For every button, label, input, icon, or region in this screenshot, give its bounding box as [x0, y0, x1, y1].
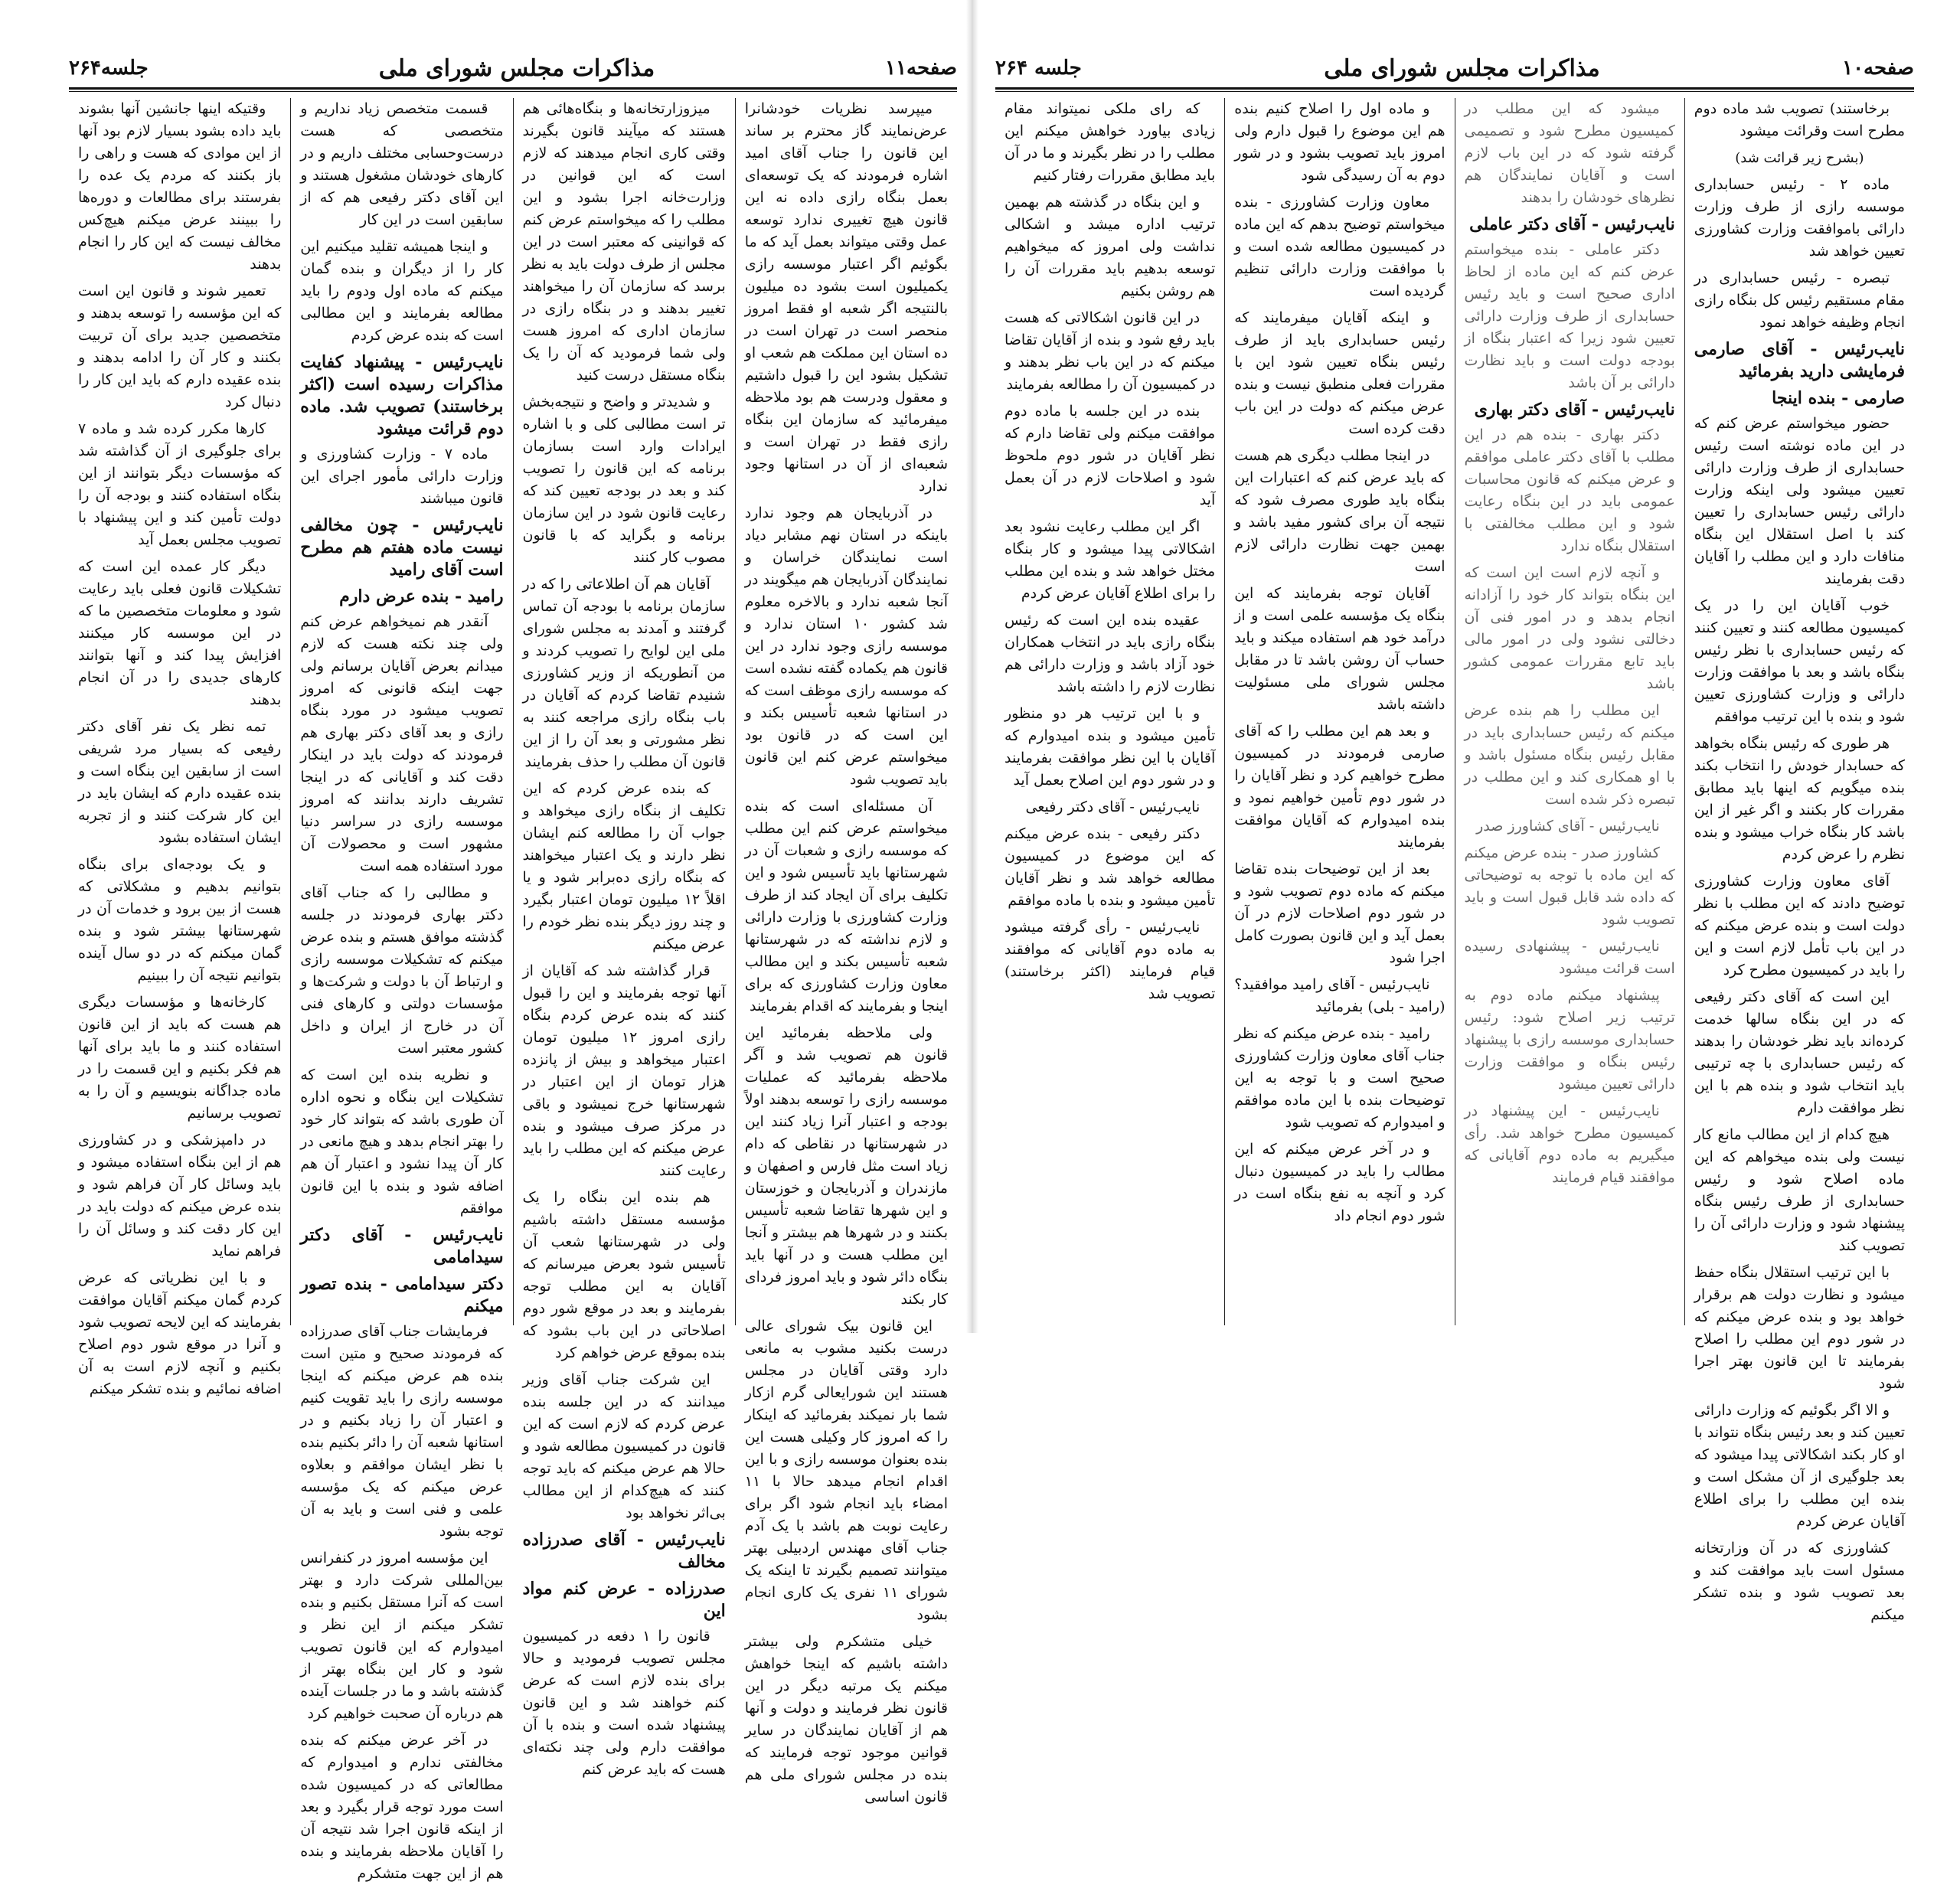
text-column [291, 98, 513, 1882]
paragraph: میزوزارتخانه‌ها و بنگاه‌هائی هم هستند که میآیند قانون بگیرند وقتی کاری انجام میدهند که لازم است که این قوانین در وزارت‌خانه اجرا بشود و این مطلب را که میخواستم عرض کنم که قوانینی که معتبر است در این مجلس از طرف دولت باید به نظر برسد که سازمان آن را میخواهند تغییر بدهند و در بنگاه رازی در سازمان اداری که امروز هست ولی شما فرمودید که آن را یک بنگاه مستقل درست کنید [522, 100, 726, 384]
paragraph: نایب‌رئیس - آقای کشاورز صدر [1476, 818, 1660, 835]
paragraph: در دامپزشکی و در کشاورزی هم از این بنگاه استفاده میشود و باید وسائل کار آن فراهم شود و بنده عرض میکنم که دولت باید در این کار دقت کند و وسائل آن را فراهم نماید [78, 1132, 282, 1259]
paragraph: و با این نظریاتی که عرض کردم گمان میکنم آقایان موافقت بفرمایند که این لایحه تصویب شود و آنرا در موقع شور دوم اصلاح بکنیم و آنچه لازم است به آن اضافه نمائیم و بنده تشکر میکنم [78, 1269, 282, 1397]
header-rule [69, 87, 957, 90]
running-title: مذاکرات مجلس شورای ملی [1324, 54, 1600, 82]
paragraph: آقای معاون وزارت کشاورزی توضیح دادند که این مطلب با نظر دولت است و بنده عرض میکنم که در این باب تأمل لازم است و این را باید در کمیسیون مطرح کرد [1694, 873, 1905, 978]
paragraph: فرمایشات جناب آقای صدرزاده که فرمودند صحیح و متین است بنده هم عرض میکنم که اینجا موسسه رازی را باید تقویت کنیم و اعتبار آن را زیاد بکنیم و در استانها شعبه آن را دائر بکنیم بنده با نظر ایشان موافقم و بعلاوه عرض میکنم که یک مؤسسه علمی و فنی است و باید به آن توجه بشود [300, 1323, 504, 1540]
paragraph: هیچ کدام از این مطالب مانع کار نیست ولی بنده میخواهم که این ماده اصلاح شود و رئیس حسابداری از طرف رئیس بنگاه پیشنهاد شود و وزارت دارائی آن را تصویب کند [1694, 1126, 1905, 1254]
header-rule [69, 91, 957, 92]
paragraph: وقتیکه اینها جانشین آنها بشوند باید داده بشود بسیار لازم بود آنها از این موادی که هست و راهی را باز بکنند که مردم یک عده را بفرستند برای مطالعات و دوره‌ها را ببینند عرض میکنم هیچ‌کس مخالف نیست که این کار را انجام بدهند [78, 100, 282, 273]
paragraph: معاون وزارت کشاورزی - بنده میخواستم توضیح بدهم که این ماده در کمیسیون مطالعه شده است و با موافقت وزارت دارائی تنظیم گردیده است [1234, 194, 1446, 299]
right-page-columns [995, 98, 1914, 1623]
speaker-heading: رامید - بنده عرض دارم [339, 586, 504, 606]
left-page-columns [69, 98, 957, 1882]
text-column [736, 98, 957, 1805]
paragraph: این مطلب را هم بنده عرض میکنم که رئیس حسابداری باید در مقابل رئیس بنگاه مسئول باشد و با او همکاری کند و این مطلب در تبصره ذکر شده است [1464, 702, 1675, 808]
text-column [514, 98, 736, 1778]
paragraph: پیشنهاد میکنم ماده دوم به ترتیب زیر اصلاح شود: رئیس حسابداری موسسه رازی با پیشنهاد رئیس بنگاه و موافقت وزارت دارائی تعیین میشود [1464, 987, 1675, 1093]
paragraph: و الا اگر بگوئیم که وزارت دارائی تعیین کند و بعد رئیس بنگاه نتواند با او کار بکند اشکالاتی پیدا میشود که بعد جلوگیری از آن مشکل است و بنده این مطلب را برای اطلاع آقایان عرض کردم [1694, 1402, 1905, 1530]
paragraph: نایب‌رئیس - آقای دکتر رفیعی [1025, 799, 1200, 815]
paragraph: که بنده عرض کردم که این تکلیف از بنگاه رازی میخواهد و جواب آن را مطالعه کنم ایشان نظر دارند و یک اعتبار میخواهند که بنگاه رازی ده‌برابر شود و یا اقلاً ۱۲ میلیون تومان اعتبار بگیرد و چند روز دیگر بنده نظر خودم را عرض میکنم [522, 780, 726, 952]
paragraph: و این بنگاه در گذشته هم بهمین ترتیب اداره میشد و اشکالی نداشت ولی امروز که میخواهیم توسعه بدهیم باید مقررات آن را هم روشن بکنیم [1004, 194, 1216, 299]
paragraph: و آنچه لازم است این است که این بنگاه بتواند کار خود را آزادانه انجام بدهد و در امور فنی آن دخالتی نشود ولی در امور مالی باید تابع مقررات عمومی کشور باشد [1464, 564, 1675, 692]
paragraph: و در آخر عرض میکنم که این مطالب را باید در کمیسیون دنبال کرد و آنچه به نفع بنگاه است در شور دوم انجام داد [1234, 1141, 1446, 1224]
paragraph: در این قانون اشکالاتی که هست باید رفع شود و بنده از آقایان تقاضا میکنم که در این باب نظر بدهند و در کمیسیون آن را مطالعه بفرمایند [1004, 309, 1216, 393]
speaker-heading: نایب‌رئیس - آقای دکتر سیدامامی [300, 1225, 504, 1267]
paragraph: تمه نظر یک نفر آقای دکتر رفیعی که بسیار مرد شریفی است از سابقین این بنگاه است و بنده عقیده دارم که ایشان باید در این کار شرکت کنند و از تجربه ایشان استفاده بشود [78, 718, 282, 846]
paragraph: و نظریه بنده این است که تشکیلات این بنگاه و نحوه اداره آن طوری باشد که بتواند کار خود را بهتر انجام بدهد و هیچ مانعی در کار آن پیدا نشود و اعتبار آن هم اضافه شود و بنده با این قانون موافقم [300, 1067, 504, 1217]
paragraph: آقایان هم آن اطلاعاتی را که در سازمان برنامه با بودجه آن تماس گرفتند و آمدند به مجلس شورای ملی این لوایح را تصویب کردند و من آنطوریکه از وزیر کشاورزی شنیدم تقاضا کردم که آقایان در باب بنگاه رازی مراجعه کنند به نظر مشورتی و بعد آن را از این قانون آن مطلب را حذف بفرمایند [522, 576, 726, 770]
text-column [995, 98, 1225, 1325]
paragraph: برخاستند) تصویب شد ماده دوم مطرح است وقرائت میشود [1694, 100, 1905, 139]
paragraph: هم بنده این بنگاه را یک مؤسسه مستقل داشته باشیم ولی در شهرستانها شعب آن تأسیس شود بعرض میرسانم که آقایان به این مطلب توجه بفرمایند و بعد در موقع شور دوم اصلاحاتی در این باب بشود که بنده بموقع عرض خواهم کرد [522, 1189, 726, 1361]
paragraph: حضور میخواستم عرض کنم که در این ماده نوشته است رئیس حسابداری از طرف وزارت دارائی تعیین میشود ولی اینکه وزارت دارائی رئیس حسابداری را تعیین کند با اصل استقلال این بنگاه منافات دارد و این مطلب را آقایان دقت بفرمایند [1694, 415, 1905, 587]
paragraph: دکتر بهاری - بنده هم در این مطلب با آقای دکتر عاملی موافقم و عرض میکنم که قانون محاسبات عمومی باید در این بنگاه رعایت شود و این مطلب مخالفتی با استقلال بنگاه ندارد [1464, 426, 1675, 554]
speaker-heading: نایب‌رئیس - آقای دکتر بهاری [1474, 400, 1675, 420]
speaker-heading: نایب‌رئیس - آقای صدرزاده مخالف [522, 1530, 726, 1572]
paragraph: این شرکت جناب آقای وزیر میدانند که در این جلسه بنده عرض کردم که لازم است که این قانون در کمیسیون مطالعه شود و حالا هم عرض میکنم که باید توجه کنند که هیچ‌کدام از این مطالب بی‌اثر نخواهد بود [522, 1371, 726, 1521]
paragraph: آن مسئله‌ای است که بنده میخواستم عرض کنم این مطلب که موسسه رازی و شعبات آن در شهرستانها باید تأسیس شود و این تکلیف برای آن ایجاد کند از طرف وزارت کشاورزی با وزارت دارائی و لازم نداشته که در شهرستانها شعبه تأسیس بکند و این مطالب معاون وزارت کشاورزی که برای اینجا و بفرمایند که اقدام بفرمایند [744, 798, 948, 1014]
paragraph: و ماده اول را اصلاح کنیم بنده هم این موضوع را قبول دارم ولی امروز باید تصویب بشود و در شور دوم به آن رسیدگی شود [1234, 100, 1446, 184]
page-number: صفحه۱۱ [885, 57, 957, 80]
paragraph: ولی ملاحظه بفرمائید این قانون هم تصویب شد و آگر ملاحظه بفرمائید که عملیات موسسه رازی را توسعه بدهند اولاً بودجه و اعتبار آنرا زیاد کنند این در شهرستانها در نقاطی که دام زیاد است مثل فارس و اصفهان و مازندران و آذربایجان و خوزستان و این شهرها تقاضا شعبه تأسیس بکنند و در شهرها هم بیشتر و آنجا این مطلب هست و در آنها باید بنگاه دائر شود و باید امروز فردای کار بکند [744, 1024, 948, 1308]
paragraph: اگر این مطلب رعایت نشود بعد اشکالاتی پیدا میشود و کار بنگاه مختل خواهد شد و بنده این مطلب را برای اطلاع آقایان عرض کردم [1004, 518, 1216, 602]
paragraph: ماده ۲ - رئیس حسابداری موسسه رازی از طرف وزارت دارائی باموافقت وزارت کشاورزی تعیین خواهد شد [1694, 176, 1905, 260]
text-column [69, 98, 291, 1397]
paragraph: نایب‌رئیس - این پیشنهاد در کمیسیون مطرح خواهد شد. رأی میگیریم به ماده دوم آقایانی که موافقند قیام فرمایند [1464, 1103, 1675, 1186]
paragraph: و با این ترتیب هر دو منظور تأمین میشود و بنده امیدوارم که آقایان با این نظر موافقت بفرمایند و در شور دوم این اصلاح بعمل آید [1004, 705, 1216, 789]
paragraph: خیلی متشکرم ولی بیشتر داشته باشیم که اینجا خواهش میکنم یک مرتبه دیگر در این قانون نظر فرمایند و دولت و آنها هم از آقایان نمایندگان در سایر قوانین موجود توجه فرمایند که بنده در مجلس شورای ملی هم قانون اساسی [744, 1633, 948, 1805]
paragraph: تعمیر شوند و قانون این است که این مؤسسه را توسعه بدهند و متخصصین جدید برای آن تربیت بکنند و کار آن را ادامه بدهند و بنده عقیده دارم که باید این کار را دنبال کرد [78, 283, 282, 410]
paragraph: دیگر کار عمده این است که تشکیلات قانون فعلی باید رعایت شود و معلومات متخصصین ما که در این موسسه کار میکنند افزایش پیدا کند و آنها بتوانند کارهای جدیدی را در آن انجام بدهند [78, 558, 282, 708]
paragraph: خوب آقایان این را در یک کمیسیون مطالعه کنند و تعیین کنند که رئیس حسابداری با نظر رئیس بنگاه باشد و بعد با موافقت وزارت دارائی و وزارت کشاورزی تعیین شود و بنده با این ترتیب موافقم [1694, 597, 1905, 725]
left-page [0, 0, 972, 1882]
paragraph: ماده ۷ - وزارت کشاورزی و وزارت دارائی مأمور اجرای این قانون میباشند [300, 446, 504, 507]
paragraph: و شدیدتر و واضح و نتیجه‌بخش تر است مطالبی کلی و با اشاره ایرادات وارد است بسازمان برنامه که این قانون را تصویب کند و بعد در بودجه تعیین کند که رعایت قانون شود در این سازمان برنامه و بگراید که با قانون مصوب کار کنند [522, 394, 726, 566]
paragraph: کارها مکرر کرده شد و ماده ۷ برای جلوگیری از آن گذاشته شد که مؤسسات دیگر بتوانند از این بنگاه استفاده کنند و بودجه آن را دولت تأمین کند و این پیشنهاد با تصویب مجلس بعمل آید [78, 420, 282, 548]
paragraph: و اینجا همیشه تقلید میکنیم این کار را از دیگران و بنده گمان میکنم که ماده اول ودوم را باید مطالعه بفرمایند و این مطالبی است که بنده عرض کردم [300, 238, 504, 344]
paragraph: و اینکه آقایان میفرمایند که رئیس حسابداری باید از طرف رئیس بنگاه تعیین شود این با مقررات فعلی منطبق نیست و بنده عرض میکنم که دولت در این باب دقت کرده است [1234, 309, 1446, 437]
session-number: جلسه۲۶۴ [69, 57, 149, 80]
paragraph: عقیده بنده این است که رئیس بنگاه رازی باید در انتخاب همکاران خود آزاد باشد و وزارت دارائی هم نظارت لازم را داشته باشد [1004, 612, 1216, 695]
paragraph: (بشرح زیر قرائت شد) [1735, 150, 1864, 166]
paragraph: کشاورزی که در آن وزارتخانه مسئول است باید موافقت کند و بعد تصویب شود و بنده تشکر میکنم [1694, 1540, 1905, 1623]
paragraph: نایب‌رئیس - رأی گرفته میشود به ماده دوم آقایانی که موافقند قیام فرمایند (اکثر برخاستند) تصویب شد [1004, 919, 1216, 1002]
paragraph: این است که آقای دکتر رفیعی که در این بنگاه سالها خدمت کرده‌اند باید نظر خودشان را بدهند که رئیس حسابداری با چه ترتیبی باید انتخاب شود و بنده هم با این نظر موافقت دارم [1694, 988, 1905, 1116]
text-column [1225, 98, 1455, 1325]
speaker-heading: دکتر سیدامامی - بنده تصور میکنم [300, 1274, 504, 1316]
paragraph: در اینجا مطلب دیگری هم هست که باید عرض کنم که اعتبارات این بنگاه باید طوری مصرف شود که نتیجه آن برای کشور مفید باشد و بهمین جهت نظارت دارائی لازم است [1234, 447, 1446, 575]
header-rule [995, 87, 1914, 90]
paragraph: در آخر عرض میکنم که بنده مخالفتی ندارم و امیدوارم که مطالعاتی که در کمیسیون شده است مورد توجه قرار بگیرد و بعد از اینکه قانون اجرا شد نتیجه آن را آقایان ملاحظه بفرمایند و بنده هم از این جهت متشکرم [300, 1732, 504, 1882]
paragraph: میشود که این مطلب در کمیسیون مطرح شود و تصمیمی گرفته شود که در این باب لازم است و آقایان نمایندگان هم نظرهای خودشان را بدهند [1464, 100, 1675, 206]
right-page [972, 0, 1960, 1623]
paragraph: دکتر رفیعی - بنده عرض میکنم که این موضوع در کمیسیون مطالعه خواهد شد و نظر آقایان تأمین میشود و بنده با ماده موافقم [1004, 825, 1216, 909]
paragraph: بنده در این جلسه با ماده دوم موافقت میکنم ولی تقاضا دارم که نظر آقایان در شور دوم ملحوظ شود و اصلاحات لازم در آن بعمل آید [1004, 403, 1216, 508]
paragraph: آنقدر هم نمیخواهم عرض کنم ولی چند نکته هست که لازم میدانم بعرض آقایان برسانم ولی جهت اینکه قانونی که امروز تصویب میشود در مورد بنگاه رازی و بعد آقای دکتر بهاری هم فرمودند که دولت باید در اینکار دقت کند و آقایانی که در اینجا تشریف دارند بدانند که امروز موسسه رازی در سراسر دنیا مشهور است و محصولات آن مورد استفاده همه است [300, 613, 504, 874]
session-number: جلسه ۲۶۴ [995, 57, 1082, 80]
text-column [1455, 98, 1685, 1325]
speaker-heading: نایب‌رئیس - آقای صارمی فرمایشی دارید بفرمائید [1694, 339, 1905, 381]
right-page-header [995, 51, 1914, 86]
speaker-heading: نایب‌رئیس - پیشنهاد کفایت مذاکرات رسیده است (اکثر برخاستند) تصویب شد. ماده دوم قرائت میشود [300, 352, 504, 439]
paragraph: در آذربایجان هم وجود ندارد باینکه در استان نهم مشابر دیاد است نمایندگان خراسان و نمایندگان آذربایجان هم میگویند در آنجا شعبه ندارد و بالاخره معلوم شد کشور ۱۰ استان ندارد و موسسه رازی وجود ندارد در این قانون هم یکماده گفته نشده است که موسسه رازی موظف است که در استانها شعبه تأسیس بکند و این است که در قانون بود میخواستم عرض کنم این قانون باید تصویب شود [744, 505, 948, 788]
paragraph: میپرسد نظریات خودشانرا عرض‌نمایند گاز محترم بر ساند این قانون را جناب آقای امید اشاره فرمودند که یک توسعه‌ای بعمل بنگاه رازی داده نه این قانون هیچ تغییری ندارد توسعه عمل وقتی میتواند بعمل آید که ما بگوئیم اگر اعتبار موسسه رازی یکمیلیون است بشود ده میلیون بالنتیجه اگر شعبه او فقط امروز منحصر است در تهران است در ده استان این مملکت هم شعب او تشکیل بشود این را قبول داشتیم و معقول ودرست هم بود ملاحظه میفرمائید که سازمان این بنگاه رازی فقط در تهران است و شعبه‌ای از آن در استانها وجود ندارد [744, 100, 948, 495]
paragraph: قانون را ۱ دفعه در کمیسیون مجلس تصویب فرمودید و حالا برای بنده لازم است که عرض کنم خواهند شد و این قانون پیشنهاد شده است و بنده با آن موافقت دارم ولی چند نکته‌ای هست که باید عرض کنم [522, 1628, 726, 1778]
paragraph: و بعد هم این مطلب را که آقای صارمی فرمودند در کمیسیون مطرح خواهیم کرد و نظر آقایان را در شور دوم تأمین خواهیم نمود و بنده امیدوارم که آقایان موافقت بفرمایند [1234, 723, 1446, 851]
speaker-heading: نایب‌رئیس - چون مخالفی نیست ماده هفتم هم مطرح است آقای رامید [300, 515, 504, 580]
text-column [1685, 98, 1914, 1623]
paragraph: دکتر عاملی - بنده میخواستم عرض کنم که این ماده از لحاظ اداری صحیح است و باید رئیس حسابداری از طرف وزارت دارائی تعیین شود زیرا که اعتبار بنگاه از بودجه دولت است و باید نظارت دارائی بر آن باشد [1464, 241, 1675, 391]
paragraph: نایب‌رئیس - آقای رامید موافقید؟ (رامید - بلی) بفرمائید [1234, 976, 1446, 1015]
running-title: مذاکرات مجلس شورای ملی [378, 54, 655, 82]
paragraph: رامید - بنده عرض میکنم که نظر جناب آقای معاون وزارت کشاورزی صحیح است و با توجه به این توضیحات بنده با این ماده موافقم و امیدوارم که تصویب شود [1234, 1025, 1446, 1131]
speaker-heading: نایب‌رئیس - آقای دکتر عاملی [1469, 214, 1675, 234]
paragraph: و مطالبی را که جناب آقای دکتر بهاری فرمودند در جلسه گذشته موافق هستم و بنده عرض میکنم که تشکیلات موسسه رازی و ارتباط آن با دولت و شرکت‌ها و مؤسسات دولتی و کارهای فنی آن در خارج از ایران و داخل کشور معتبر است [300, 884, 504, 1057]
paragraph: آقایان توجه بفرمایند که این بنگاه یک مؤسسه علمی است و از درآمد خود هم استفاده میکند و باید حساب آن روشن باشد تا در مقابل مجلس شورای ملی مسئولیت داشته باشد [1234, 585, 1446, 713]
paragraph: قرار گذاشته شد که آقایان از آنها توجه بفرمایند و این را قبول کنند که بنده عرض کردم بنگاه رازی امروز ۱۲ میلیون تومان اعتبار میخواهد و بیش از پانزده هزار تومان از این اعتبار در شهرستانها خرج نمیشود و باقی در مرکز صرف میشود و بنده عرض میکنم که این مطلب را باید رعایت کنند [522, 962, 726, 1179]
paragraph: این قانون بیک شورای عالی درست بکنید مشوب به مانعی دارد وقتی آقایان در مجلس هستند این شورایعالی گرم ازکار شما بار نمیکند بفرمائید که اینکار را که امروز کار وکیلی هست این بنده بعنوان موسسه رازی و با این اقدام انجام میدهد حالا با ۱۱ امضاء باید انجام شود اگر برای رعایت نوبت هم باشد با یک آدم جناب آقای مهندس اردبیلی بهتر میتوانند تصمیم بگیرند تا اینکه یک شورای ۱۱ نفری یک کاری انجام بشود [744, 1318, 948, 1623]
paragraph: کارخانه‌ها و مؤسسات دیگری هم هست که باید از این قانون استفاده کنند و ما باید برای آنها هم فکر بکنیم و این قسمت را در ماده جداگانه بنویسیم و آن را به تصویب برسانیم [78, 994, 282, 1122]
left-page-header [69, 51, 957, 86]
paragraph: و یک بودجه‌ای برای بنگاه بتوانیم بدهیم و مشکلاتی که هست از بین برود و خدمات آن در شهرستانها بیشتر شود و بنده گمان میکنم که در دو سال آینده بتوانیم نتیجه آن را ببینیم [78, 856, 282, 984]
paragraph: این مؤسسه امروز در کنفرانس بین‌المللی شرکت دارد و بهتر است که آنرا مستقل بکنیم و بنده تشکر میکنم از این نظر و امیدوارم که این قانون تصویب شود و کار این بنگاه بهتر از گذشته باشد و ما در جلسات آینده هم درباره آن صحبت خواهیم کرد [300, 1550, 504, 1722]
paragraph: کشاورز صدر - بنده عرض میکنم که این ماده با توجه به توضیحاتی که داده شد قابل قبول است و باید تصویب شود [1464, 844, 1675, 928]
paragraph: که رای ملکی نمیتواند مقام زیادی بیاورد خواهش میکنم این مطلب را در نظر بگیرند و ما در آن باید مطابق مقررات رفتار کنیم [1004, 100, 1216, 184]
paragraph: قسمت متخصص زیاد نداریم و متخصصی که هست درست‌وحسابی مختلف داریم و در کارهای خودشان مشغول هستند و این آقای دکتر رفیعی هم که از سابقین است در این کار [300, 100, 504, 228]
speaker-heading: صدرزاده - عرض کنم مواد این [522, 1579, 726, 1621]
paragraph: نایب‌رئیس - پیشنهادی رسیده است قرائت میشود [1464, 938, 1675, 977]
speaker-heading: صارمی - بنده اینجا [1772, 388, 1905, 408]
page-number: صفحه۱۰ [1842, 57, 1914, 80]
paragraph: تبصره - رئیس حسابداری در مقام مستقیم رئیس کل بنگاه رازی انجام وظیفه خواهد نمود [1694, 270, 1905, 331]
paragraph: با این ترتیب استقلال بنگاه حفظ میشود و نظارت دولت هم برقرار خواهد بود و بنده عرض میکنم که در شور دوم این مطلب را اصلاح بفرمایند تا این قانون بهتر اجرا شود [1694, 1264, 1905, 1392]
paragraph: هر طوری که رئیس بنگاه بخواهد که حسابدار خودش را انتخاب بکند بنده میگویم که اینها باید مطابق مقررات کار بکنند و اگر غیر از این باشد کار بنگاه خراب میشود و بنده نظرم را عرض کردم [1694, 735, 1905, 863]
header-rule [995, 91, 1914, 92]
paragraph: بعد از این توضیحات بنده تقاضا میکنم که ماده دوم تصویب شود و در شور دوم اصلاحات لازم در آن بعمل آید و این قانون بصورت کامل اجرا شود [1234, 861, 1446, 966]
